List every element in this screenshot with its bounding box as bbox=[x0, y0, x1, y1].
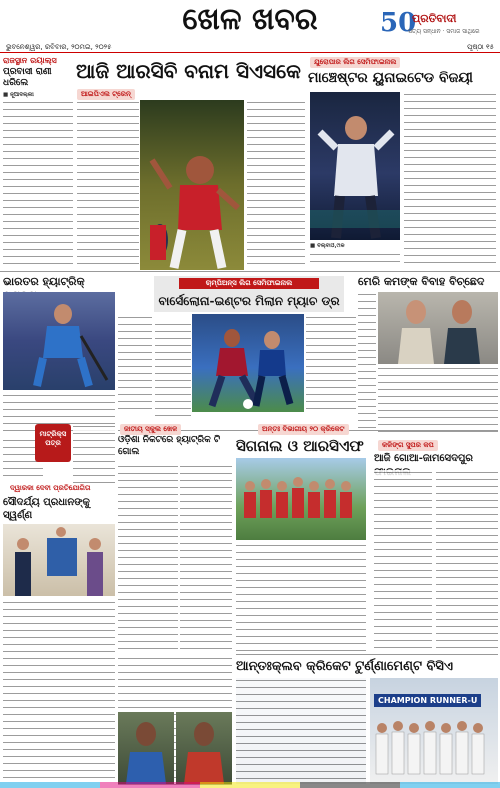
gold-photo bbox=[3, 524, 115, 596]
rcb-csk-body-col2 bbox=[247, 100, 305, 265]
bowler-illustration bbox=[140, 100, 244, 270]
rcb-csk-body-col1 bbox=[77, 100, 139, 265]
sixers-headline: ସିଗନାଲ ଓ ଆରସିଏଫ bbox=[236, 437, 364, 455]
athlete-photo-2 bbox=[176, 712, 232, 784]
manchester-photo bbox=[310, 92, 400, 240]
hockey-photo bbox=[3, 292, 115, 390]
barcelona-body-b bbox=[155, 322, 191, 422]
mary-kom-photo bbox=[378, 292, 498, 364]
national-body-b bbox=[73, 424, 115, 484]
champion-banner: CHAMPION RUNNER-U bbox=[374, 694, 481, 707]
national-headline: ଓଡ଼ିଶା ନିକଟରେ ହ୍ୟାଟ୍ରିକ ଟି ଗୋଲ bbox=[118, 435, 221, 457]
rajasthan-headline: ପ୍ରବାସୀ ରାଣୀ ଧରିଲେ bbox=[3, 67, 52, 88]
kalinga-body-b bbox=[436, 470, 498, 650]
matrix-badge: ମାଟ୍ରିକ୍ସ ପତ୍ର bbox=[35, 424, 71, 462]
gold-body bbox=[3, 600, 115, 784]
barcelona-body-a bbox=[118, 315, 152, 415]
mary-kom-body-a bbox=[358, 292, 376, 432]
kalinga-body-a bbox=[374, 470, 432, 650]
india-defeat-headline: ଭାରତର ହ୍ୟାଟ୍ରିକ୍ bbox=[3, 275, 85, 288]
barcelona-headline: ବାର୍ସେଲୋନା-ଇଣ୍ଟର ମିଲାନ ମ୍ୟାଚ ଡ୍ର bbox=[158, 294, 340, 308]
club-body-mid bbox=[236, 678, 366, 784]
athlete-portrait-2 bbox=[176, 712, 232, 784]
national-body-d bbox=[180, 464, 232, 652]
gold-headline: ସୌଦର୍ଯ୍ୟ ପ୍ରଧାନଙ୍କୁ ସ୍ୱର୍ଣ୍ଣ bbox=[3, 497, 90, 521]
barcelona-photo bbox=[192, 314, 304, 412]
national-body-c bbox=[118, 464, 178, 652]
section-divider bbox=[0, 271, 500, 272]
team-group-illustration bbox=[236, 458, 366, 540]
manchester-headline: ମାଞ୍ଚେଷ୍ଟର ୟୁନାଇଟେଡ ବିଜୟୀ bbox=[308, 70, 473, 86]
issue-date: ଭୁବନେଶ୍ୱର, ରବିବାର, ୨୦ମଇ, ୨୦୨୫ bbox=[6, 43, 112, 51]
athlete-portrait-1 bbox=[118, 712, 174, 784]
manchester-caption: ■ ବିଲ୍ବାଓ,୯ାକ bbox=[310, 243, 345, 249]
club-headline: ଆନ୍ତଃକ୍ଲବ କ୍ରିକେଟ ଟୁର୍ଣ୍ଣାମେଣ୍ଟ ବିସିଏ bbox=[236, 659, 454, 674]
newspaper-tagline: ସତ୍ୟ ସନ୍ଧାନ · ସମାଜ ସାଥିରେ bbox=[408, 28, 480, 35]
manchester-body-a bbox=[310, 252, 400, 266]
footballers-illustration bbox=[192, 314, 304, 412]
mary-kom-headline: ମେରି କମଙ୍କ ବିବାହ ବିଚ୍ଛେଦ bbox=[358, 275, 485, 288]
kalinga-headline: ଆଜି ଗୋଆ-ଜାମସେଦପୁର bbox=[374, 453, 474, 464]
newspaper-name: ପ୍ରତିବାଦୀ bbox=[412, 12, 457, 25]
print-color-bar bbox=[0, 782, 500, 788]
sixers-photo bbox=[236, 458, 366, 540]
rcb-csk-photo bbox=[140, 100, 244, 270]
sixers-kicker: ଅନ୍ତଃ ବିଭାଗୀୟ ୨୦ କ୍ରିକେଟ bbox=[258, 424, 349, 435]
rajasthan-body bbox=[3, 100, 73, 265]
gold-kicker: ଦ୍ୱାରକା ଦେବୀ ପ୍ରତିଯୋଗିତା bbox=[10, 484, 91, 492]
rajasthan-dateline: ■ ନୂଆଦିଲ୍ଲୀ bbox=[3, 92, 34, 98]
rajasthan-kicker: ରାଜସ୍ଥାନ ରୟାଲ୍ସ bbox=[3, 56, 57, 65]
barcelona-kicker: ଚାମ୍ପିଅନ୍ସ ଲିଗ ସେମିଫାଇନାଲ bbox=[179, 278, 319, 289]
barcelona-header-box bbox=[154, 276, 344, 312]
rcb-csk-kicker: ଆଇପିଏଲ ଟ୍ରେନ୍ bbox=[77, 89, 135, 100]
couple-illustration bbox=[378, 292, 498, 364]
athlete-photo-1 bbox=[118, 712, 174, 784]
club-photo bbox=[370, 678, 498, 784]
player-celebrating-illustration bbox=[310, 92, 400, 240]
award-ceremony-illustration bbox=[3, 524, 115, 596]
dateline-bar bbox=[0, 43, 500, 53]
hockey-player-illustration bbox=[3, 292, 115, 390]
manchester-body-b bbox=[404, 92, 496, 266]
mary-kom-body-b bbox=[378, 366, 498, 434]
sixers-body bbox=[236, 543, 366, 651]
manchester-kicker: ଯୁରୋପାର ଲିଗ ସେମିଫାଇନାଲ bbox=[310, 57, 400, 68]
national-kicker: ଜାତୀୟ ସ୍କୁଲ ଖେଳ bbox=[120, 424, 181, 435]
barcelona-body-c bbox=[306, 315, 356, 415]
section-title: ଖେଳ ଖବର bbox=[182, 2, 318, 37]
page-number: ପୃଷ୍ଠା ୧୫ bbox=[467, 43, 494, 51]
club-body-photo-area bbox=[236, 678, 366, 784]
section-divider-3 bbox=[236, 654, 498, 655]
anniversary-logo: 50 bbox=[380, 8, 417, 38]
kalinga-kicker: କଳିଙ୍ଗ ସୁପର କପ bbox=[378, 440, 438, 451]
team-photo-illustration bbox=[370, 678, 498, 784]
rcb-csk-headline: ଆଜି ଆରସିବି ବନାମ ସିଏସକେ bbox=[76, 59, 301, 83]
